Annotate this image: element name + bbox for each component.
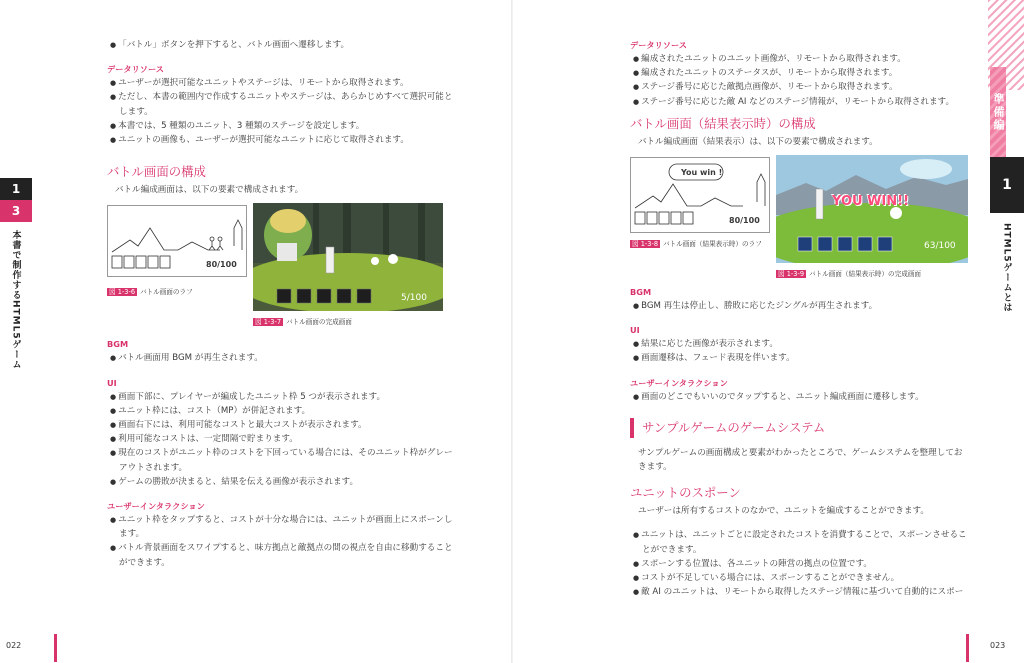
list-item: ● ステージ番号に応じた敵拠点画像が、リモートから取得されます。 — [630, 80, 970, 94]
data-resource-label: データリソース — [630, 40, 687, 50]
list-item: ● 利用可能なコストは、一定間隔で貯まります。 — [107, 432, 457, 446]
list-item: ● バトル画面用 BGM が再生されます。 — [107, 351, 457, 365]
system-heading: サンプルゲームのゲームシステム — [630, 418, 970, 438]
system-paragraph: サンプルゲームの画面構成と要素がわかったところで、ゲームシステムを整理しておきます。 — [638, 447, 963, 473]
list-item: ● 編成されたユニットのステータスが、リモートから取得されます。 — [630, 66, 970, 80]
bgm-label: BGM — [630, 287, 652, 298]
section-tab-label: 準備編 — [990, 67, 1006, 157]
left-page-number: 022 — [6, 641, 22, 650]
battle-heading: バトル画面の構成 — [107, 164, 206, 180]
list-item: ● ユニットの画像も、ユーザーが選択可能なユニットに応じて取得されます。 — [107, 133, 457, 147]
spawn-paragraph: ユーザーは所有するコストのなかで、ユニットを編成することができます。 — [638, 506, 929, 517]
list-item: ● 結果に応じた画像が表示されます。 — [630, 337, 970, 351]
ui-label: UI — [107, 377, 117, 388]
interaction-label: ユーザーインタラクション — [107, 501, 205, 512]
fig9-caption — [776, 267, 921, 281]
ui-label: UI — [630, 325, 640, 336]
list-item: ● 本書では、5 種類のユニット、3 種類のステージを設定します。 — [107, 119, 457, 133]
list-item: ● ユニット枠をタップすると、コストが十分な場合には、ユニットが画面上にスポーンします。 — [107, 513, 457, 541]
list-item: ● 現在のコストがユニット枠のコストを下回っている場合には、そのユニット枠がグレーアウトされます。 — [107, 446, 457, 474]
fig8-text: バトル画面（結果表示時）のラフ — [663, 240, 762, 249]
fig7-tag: 図 1-3-7 — [255, 318, 282, 327]
fig9-text: バトル画面（結果表示時）の完成画面 — [809, 270, 922, 279]
chapter-number: 1 — [990, 157, 1024, 213]
shot-score: 5/100 — [401, 293, 427, 304]
list-item: ● ただし、本書の範囲内で作成するユニットやステージは、あらかじめすべて選択可能とします。 — [107, 90, 457, 118]
shot-score: 63/100 — [924, 241, 956, 252]
list-item: ● 画面下部に、プレイヤーが編成したユニット枠 5 つが表示されます。 — [107, 390, 457, 404]
list-item: ● 敵 AI のユニットは、リモートから取得したステージ情報に基づいて自動的にスポー — [630, 585, 970, 599]
shot-win-text: YOU WIN!! — [832, 194, 909, 210]
left-chapter-tab — [0, 178, 32, 370]
right-page-bar — [966, 634, 969, 662]
chapter-title-vertical: 本書で制作するHTML5ゲーム — [10, 230, 21, 370]
fig9-tag: 図 1-3-9 — [778, 270, 805, 279]
fig8-caption — [630, 237, 762, 251]
list-item: ● 画面のどこでもいいのでタップすると、ユニット編成画面に遷移します。 — [630, 390, 970, 404]
chapter-title-vertical: HTML5ゲームとは — [1001, 223, 1012, 313]
result-screenshot-figure — [776, 155, 968, 263]
result-rough-figure — [630, 157, 770, 233]
list-item: ● 画面右下には、利用可能なコストと最大コストが表示されます。 — [107, 418, 457, 432]
figure-row — [630, 155, 970, 281]
battle-paragraph: バトル編成画面は、以下の要素で構成されます。 — [115, 185, 304, 196]
fig7-caption — [253, 315, 352, 329]
chapter-number: 1 — [0, 178, 32, 200]
data-resource-label: データリソース — [107, 64, 164, 75]
result-heading: バトル画面（結果表示時）の構成 — [630, 115, 816, 131]
list-item: ● コストが不足している場合には、スポーンすることができません。 — [630, 571, 970, 585]
right-chapter-tab — [990, 67, 1024, 313]
list-item: ● ユニット枠には、コスト（MP）が併記されます。 — [107, 404, 457, 418]
fig6-caption — [107, 285, 193, 299]
interaction-label: ユーザーインタラクション — [630, 377, 728, 388]
figure-row — [107, 203, 457, 331]
list-item: ● ユニットは、ユニットごとに設定されたコストを消費することで、スポーンさせることができます。 — [630, 528, 970, 556]
list-item: ● ゲームの勝敗が決まると、結果を伝える画像が表示されます。 — [107, 475, 457, 489]
fig7-text: バトル画面の完成画面 — [286, 318, 352, 327]
fig6-text: バトル画面のラフ — [140, 288, 193, 297]
fig8-tag: 図 1-3-8 — [632, 240, 659, 249]
battle-screenshot-figure — [253, 203, 443, 311]
bgm-label: BGM — [107, 339, 129, 350]
rough-win-text: You win ! — [681, 168, 723, 178]
result-paragraph: バトル編成画面（結果表示）は、以下の要素で構成されます。 — [638, 136, 878, 147]
battle-rough-figure — [107, 205, 247, 277]
list-item: ● BGM 再生は停止し、勝敗に応じたジングルが再生されます。 — [630, 299, 970, 313]
list-item: ● スポーンする位置は、各ユニットの陣営の拠点の位置です。 — [630, 557, 970, 571]
spawn-heading: ユニットのスポーン — [630, 485, 741, 501]
right-page-body — [630, 38, 970, 599]
right-page-number: 023 — [990, 641, 1006, 650]
list-item: ● ユーザーが選択可能なユニットやステージは、リモートから取得されます。 — [107, 76, 457, 90]
fig6-tag: 図 1-3-6 — [109, 288, 136, 297]
rough-score: 80/100 — [206, 260, 237, 270]
list-item: ● 画面遷移は、フェード表現を伴います。 — [630, 351, 970, 365]
left-page-bar — [54, 634, 57, 662]
left-page-body — [107, 38, 457, 570]
gutter — [511, 0, 513, 663]
rough-score: 80/100 — [729, 216, 760, 226]
list-item: ● バトル背景画面をスワイプすると、味方拠点と敵拠点の間の視点を自由に移動することができます。 — [107, 541, 457, 569]
list-item: ● ステージ番号に応じた敵 AI などのステージ情報が、リモートから取得されます。 — [630, 95, 970, 109]
section-number: 3 — [0, 200, 32, 222]
intro-bullet: ● 「バトル」ボタンを押下すると、バトル画面へ遷移します。 — [107, 38, 457, 52]
list-item: ● 編成されたユニットのユニット画像が、リモートから取得されます。 — [630, 52, 970, 66]
